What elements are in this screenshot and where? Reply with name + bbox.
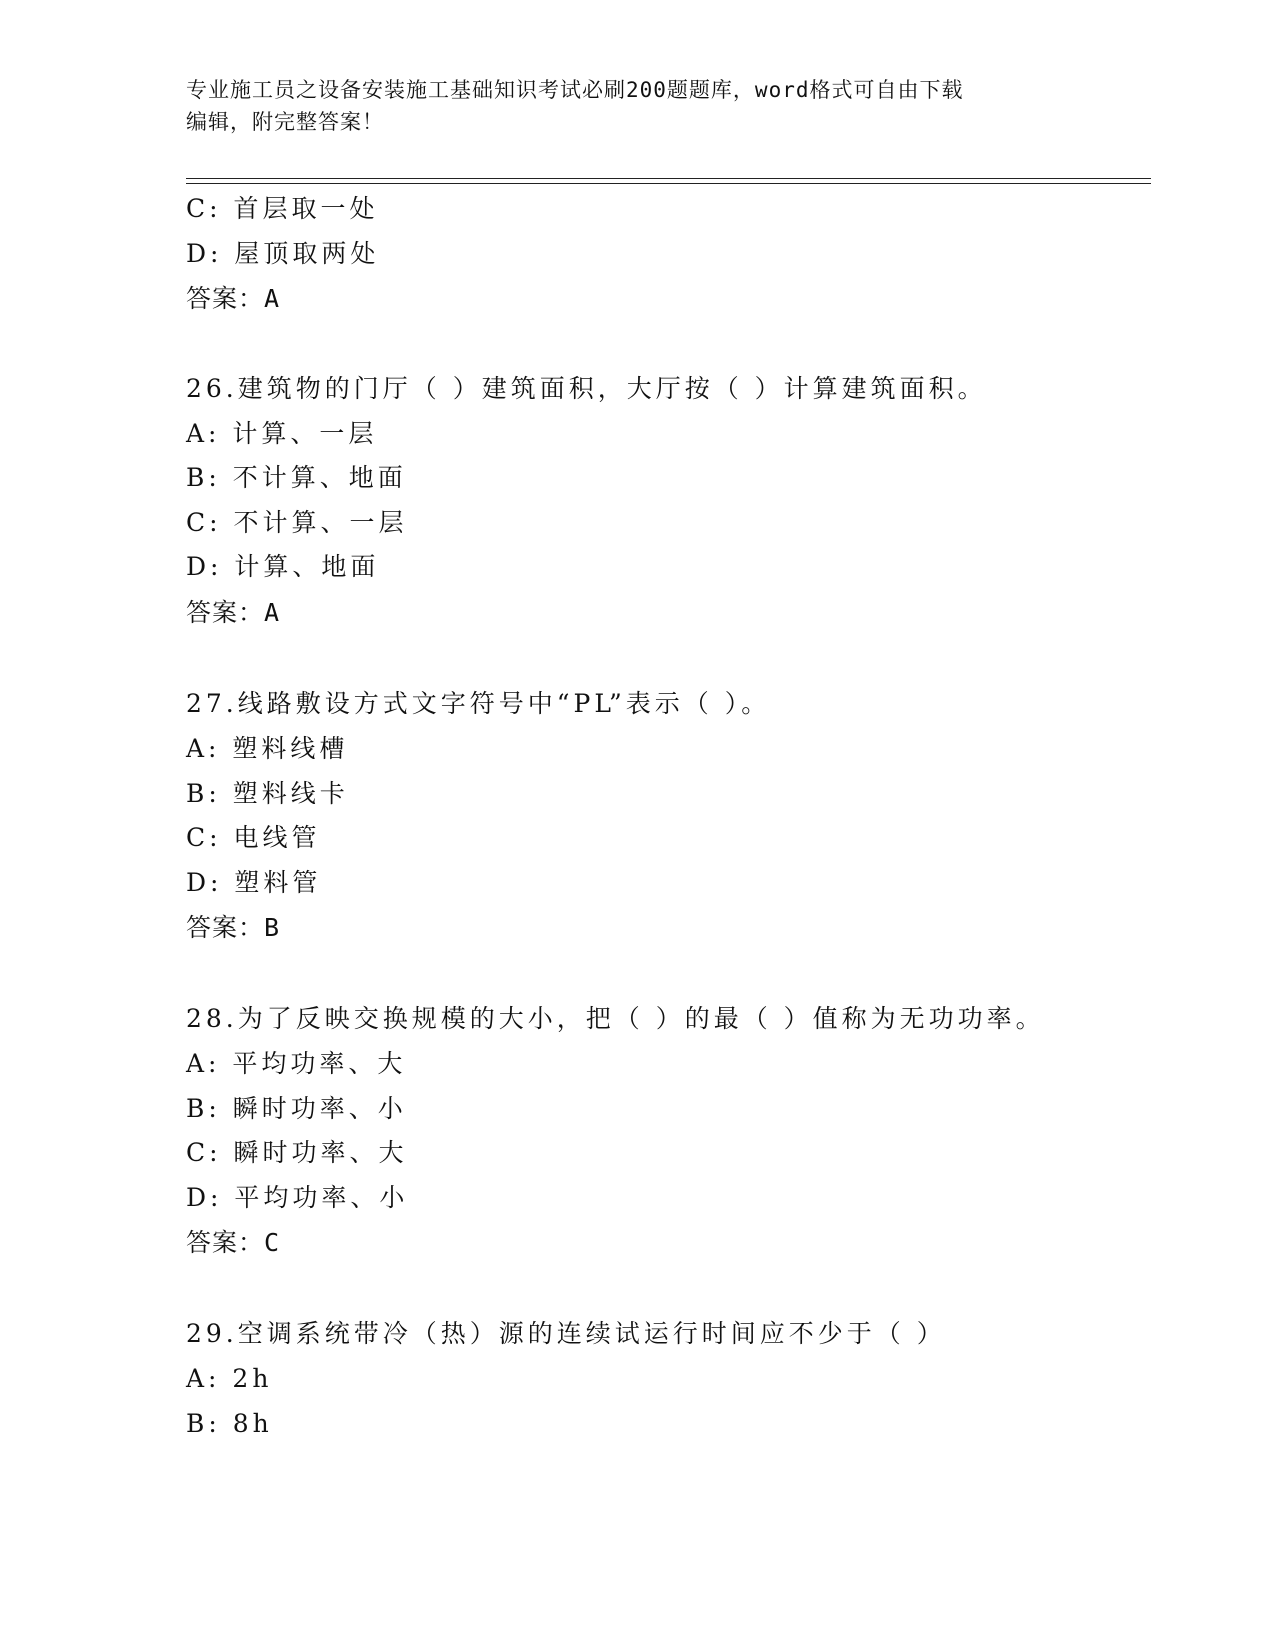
question-27-option-b: B: 塑料线卡 — [186, 779, 349, 808]
header-divider-top — [186, 178, 1151, 179]
header-title-line-1: 专业施工员之设备安装施工基础知识考试必刷200题题库，word格式可自由下载 — [186, 78, 964, 102]
question-28-stem: 28.为了反映交换规模的大小，把（ ）的最（ ）值称为无功功率。 — [186, 1004, 1045, 1033]
document-header — [186, 74, 1066, 138]
question-26-answer: 答案：A — [186, 598, 281, 627]
question-28-option-c: C: 瞬时功率、大 — [186, 1138, 408, 1167]
question-28-answer: 答案：C — [186, 1228, 281, 1257]
question-26-option-a: A: 计算、一层 — [186, 419, 378, 448]
option-c: C: 首层取一处 — [186, 194, 379, 223]
question-26-stem: 26.建筑物的门厅（ ）建筑面积，大厅按（ ）计算建筑面积。 — [186, 374, 987, 403]
question-27-answer: 答案：B — [186, 913, 281, 942]
question-27-option-a: A: 塑料线槽 — [186, 734, 349, 763]
question-29-stem: 29.空调系统带冷（热）源的连续试运行时间应不少于（ ） — [186, 1319, 946, 1348]
question-26-option-b: B: 不计算、地面 — [186, 463, 407, 492]
question-27-stem: 27.线路敷设方式文字符号中“PL”表示（ ）。 — [186, 689, 771, 718]
header-title-line-2: 编辑，附完整答案！ — [186, 110, 384, 134]
question-27-option-d: D: 塑料管 — [186, 868, 322, 897]
header-divider-bottom — [186, 183, 1151, 184]
question-28-option-a: A: 平均功率、大 — [186, 1049, 407, 1078]
question-29-option-a: A: 2h — [186, 1364, 273, 1393]
question-28-option-d: D: 平均功率、小 — [186, 1183, 409, 1212]
question-26-option-c: C: 不计算、一层 — [186, 508, 408, 537]
question-26-option-d: D: 计算、地面 — [186, 552, 380, 581]
question-27-option-c: C: 电线管 — [186, 823, 321, 852]
option-d: D: 屋顶取两处 — [186, 239, 380, 268]
answer: 答案：A — [186, 284, 281, 313]
question-28-option-b: B: 瞬时功率、小 — [186, 1094, 407, 1123]
question-29-option-b: B: 8h — [186, 1409, 273, 1438]
